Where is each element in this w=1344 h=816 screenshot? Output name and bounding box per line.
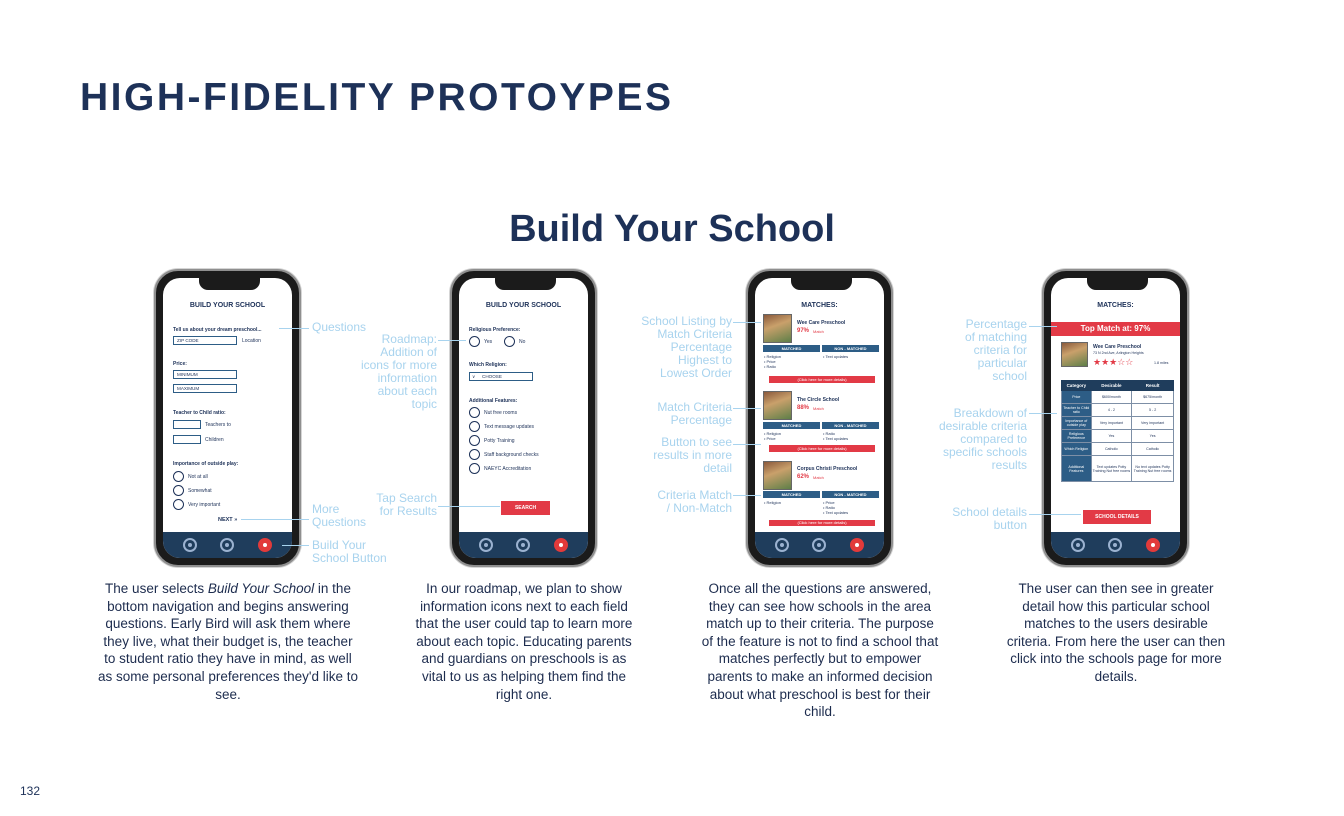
religious-label: Religious Preference: — [469, 327, 521, 333]
map-pin-icon[interactable] — [1071, 538, 1085, 552]
yes-label: Yes — [484, 339, 493, 345]
caption-4: The user can then see in greater detail how this particular school matches to the users desirable criteria. From here the user can then click into the schools page for more details. — [1006, 581, 1226, 684]
school-distance: 1.8 miles — [1154, 361, 1169, 365]
school-photo — [763, 314, 792, 343]
table-cell: $675/month — [1132, 391, 1174, 404]
rating-stars: ★★★☆☆ — [1093, 357, 1134, 367]
table-cell: 5 - 2 — [1132, 404, 1174, 417]
build-school-icon[interactable] — [1146, 538, 1160, 552]
annotation-tap-search: Tap Search for Results — [376, 491, 437, 518]
details-link[interactable]: (Click here for more details) — [769, 445, 875, 452]
nonmatched-item: • Ratio — [823, 505, 835, 510]
nonmatched-item: • Price — [823, 500, 835, 505]
annotation-match-criteria: Match Criteria Percentage — [657, 400, 732, 427]
radio-no[interactable] — [504, 336, 515, 347]
nonmatched-item: • Text updates — [823, 436, 849, 441]
matched-header: MATCHED — [763, 491, 820, 498]
annotation-build-button: Build Your School Button — [312, 538, 387, 565]
phone-notch — [1087, 278, 1148, 290]
annotation-line — [733, 322, 761, 323]
annotation-line — [438, 506, 500, 507]
phone-build-school-1 — [154, 269, 301, 567]
table-row — [1062, 443, 1174, 456]
matched-item: • Religion — [764, 431, 781, 436]
annotation-line — [1029, 326, 1057, 327]
next-button[interactable]: NEXT » — [218, 517, 238, 523]
nonmatched-item: • Text updates — [823, 354, 849, 359]
table-cell: $600/month — [1091, 391, 1132, 404]
table-cell: Catholic — [1132, 443, 1174, 456]
table-cell: Additional Features — [1062, 456, 1092, 482]
table-cell: Teacher to Child ratio — [1062, 404, 1092, 417]
phone-notch — [791, 278, 852, 290]
table-cell: 4 - 2 — [1091, 404, 1132, 417]
caption-text: The user selects — [105, 581, 208, 596]
max-price-input[interactable]: MAXIMUM — [173, 384, 237, 393]
checkbox-feature[interactable] — [469, 421, 480, 432]
checkbox-feature[interactable] — [469, 407, 480, 418]
dream-label: Tell us about your dream preschool... — [173, 327, 262, 333]
screen-title: MATCHES: — [1097, 302, 1134, 309]
price-label: Price: — [173, 361, 187, 367]
annotation-criteria-match: Criteria Match / Non-Match — [657, 488, 732, 515]
phone-build-school-2 — [450, 269, 597, 567]
table-header: Category — [1062, 381, 1092, 391]
annotation-questions: Questions — [312, 320, 367, 334]
table-header: Desirable — [1091, 381, 1132, 391]
feature-label: Text message updates — [484, 424, 535, 430]
annotation-line — [733, 444, 761, 445]
match-word: Match — [813, 406, 824, 411]
phone-notch — [199, 278, 260, 290]
annotation-line — [279, 328, 309, 329]
matched-header: MATCHED — [763, 345, 820, 352]
matched-item: • Religion — [764, 354, 781, 359]
checkbox-feature[interactable] — [469, 449, 480, 460]
feature-label: NAEYC Accreditation — [484, 466, 532, 472]
annotation-more-questions: More Questions — [312, 502, 367, 529]
radio-very-important[interactable] — [173, 499, 184, 510]
screen-title: BUILD YOUR SCHOOL — [189, 302, 266, 309]
caption-1 — [96, 580, 360, 703]
religion-select[interactable]: CHOOSE — [469, 372, 533, 381]
radio-not-at-all[interactable] — [173, 471, 184, 482]
table-cell: Catholic — [1091, 443, 1132, 456]
school-photo — [763, 391, 792, 420]
annotation-breakdown: Breakdown of desirable criteria compared to specific schools results — [938, 406, 1027, 472]
table-cell: Yes — [1091, 430, 1132, 443]
checkbox-feature[interactable] — [469, 435, 480, 446]
annotation-button-results: Button to see results in more detail — [653, 435, 732, 475]
table-row — [1062, 404, 1174, 417]
option-label: Very important — [188, 502, 221, 508]
ratio-label: Teacher to Child ratio: — [173, 410, 226, 416]
bottom-nav — [755, 532, 884, 558]
radio-somewhat[interactable] — [173, 485, 184, 496]
teachers-to-label: Teachers to — [205, 422, 231, 428]
table-cell: No text updates Potty Training Nut free rooms — [1132, 456, 1174, 482]
nonmatched-header: NON - MATCHED — [822, 422, 879, 429]
profile-icon[interactable] — [1108, 538, 1122, 552]
match-word: Match — [813, 475, 824, 480]
profile-icon[interactable] — [516, 538, 530, 552]
profile-icon[interactable] — [220, 538, 234, 552]
school-name: Wee Care Preschool — [797, 320, 846, 326]
annotation-roadmap: Roadmap: Addition of icons for more information about each topic — [360, 332, 437, 411]
option-label: Not at all — [188, 474, 208, 480]
school-photo — [1061, 342, 1088, 367]
table-row — [1062, 417, 1174, 430]
nonmatched-item: • Text updates — [823, 510, 849, 515]
caption-text: in the bottom navigation and begins answering questions. Early Bird will ask them where they live, what their budget is, the teacher to student ratio they have in mind, as well as some personal preferences they'd like to see. — [98, 581, 358, 702]
location-label: Location — [242, 338, 261, 344]
school-name: The Circle School — [797, 397, 840, 403]
match-percent: 62% — [797, 474, 810, 480]
table-cell: Importance of outside play — [1062, 417, 1092, 430]
chevron-down-icon: ∨ — [472, 374, 476, 379]
details-link[interactable]: (Click here for more details) — [769, 376, 875, 383]
school-name: Corpus Christi Preschool — [797, 466, 858, 472]
match-word: Match — [813, 329, 824, 334]
table-cell: Price — [1062, 391, 1092, 404]
table-cell: Religious Preference — [1062, 430, 1092, 443]
teachers-input[interactable] — [173, 420, 201, 429]
radio-yes[interactable] — [469, 336, 480, 347]
map-pin-icon[interactable] — [479, 538, 493, 552]
build-school-icon[interactable] — [850, 538, 864, 552]
bottom-nav — [1051, 532, 1180, 558]
map-pin-icon[interactable] — [775, 538, 789, 552]
annotation-school-listing: School Listing by Match Criteria Percentage Highest to Lowest Order — [641, 314, 732, 380]
school-address: 73 N 2nd Ave, Arlington Heights — [1093, 351, 1144, 355]
phone-match-detail — [1042, 269, 1189, 567]
caption-emphasis: Build Your School — [207, 581, 315, 596]
school-photo — [763, 461, 792, 490]
annotation-line — [733, 408, 761, 409]
top-match-banner: Top Match at: 97% — [1051, 322, 1180, 336]
feature-label: Potty Training — [484, 438, 515, 444]
table-cell: Very important — [1132, 417, 1174, 430]
criteria-table — [1061, 380, 1174, 482]
nonmatched-item: • Ratio — [823, 431, 835, 436]
table-row — [1062, 456, 1174, 482]
bottom-nav — [459, 532, 588, 558]
matched-item: • Religion — [764, 500, 781, 505]
matched-item: • Ratio — [764, 364, 776, 369]
matched-item: • Price — [764, 359, 776, 364]
children-label: Children — [205, 437, 224, 443]
table-cell: Which Religion — [1062, 443, 1092, 456]
build-school-icon[interactable] — [258, 538, 272, 552]
table-cell: Very important — [1091, 417, 1132, 430]
match-percent: 97% — [797, 328, 810, 334]
checkbox-feature[interactable] — [469, 463, 480, 474]
option-label: Somewhat — [188, 488, 212, 494]
min-price-input[interactable]: MINIMUM — [173, 370, 237, 379]
screen-title: MATCHES: — [801, 302, 838, 309]
annotation-line — [438, 340, 466, 341]
matched-header: MATCHED — [763, 422, 820, 429]
annotation-line — [1029, 413, 1057, 414]
match-percent: 88% — [797, 405, 810, 411]
phone-screen — [163, 278, 292, 558]
table-cell: Text updates Potty Training Nut free rooms — [1091, 456, 1132, 482]
map-pin-icon[interactable] — [183, 538, 197, 552]
feature-label: Staff background checks — [484, 452, 539, 458]
table-row — [1062, 391, 1174, 404]
children-input[interactable] — [173, 435, 201, 444]
annotation-line — [733, 495, 761, 496]
table-row — [1062, 430, 1174, 443]
table-cell: Yes — [1132, 430, 1174, 443]
profile-icon[interactable] — [812, 538, 826, 552]
nonmatched-header: NON - MATCHED — [822, 345, 879, 352]
phone-notch — [495, 278, 556, 290]
table-header: Result — [1132, 381, 1174, 391]
phone-screen — [755, 278, 884, 558]
nonmatched-header: NON - MATCHED — [822, 491, 879, 498]
build-school-icon[interactable] — [554, 538, 568, 552]
which-religion-label: Which Religion: — [469, 362, 507, 368]
annotation-percentage: Percentage of matching criteria for particular school — [964, 317, 1027, 383]
features-label: Additional Features: — [469, 398, 518, 404]
phone-screen — [1051, 278, 1180, 558]
details-link[interactable]: (Click here for more details) — [769, 520, 875, 526]
bottom-nav — [163, 532, 292, 558]
caption-2: In our roadmap, we plan to show information icons next to each field that the user could tap to learn more about each topic. Educating parents and guardians on preschools is as vital to us as helping them find the right one. — [415, 581, 633, 702]
play-label: Importance of outside play: — [173, 461, 239, 467]
page-title: HIGH-FIDELITY PROTOYPES — [80, 76, 674, 119]
annotation-line — [241, 519, 309, 520]
section-title: Build Your School — [509, 208, 835, 250]
school-name: Wee Care Preschool — [1093, 344, 1142, 350]
annotation-line — [1029, 514, 1081, 515]
phone-screen — [459, 278, 588, 558]
school-details-button[interactable]: SCHOOL DETAILS — [1083, 510, 1151, 524]
screen-title: BUILD YOUR SCHOOL — [485, 302, 562, 309]
annotation-line — [282, 545, 309, 546]
zip-input[interactable]: ZIP CODE — [173, 336, 237, 345]
search-button[interactable]: SEARCH — [501, 501, 550, 515]
phone-matches — [746, 269, 893, 567]
matched-item: • Price — [764, 436, 776, 441]
annotation-details-button: School details button — [952, 505, 1027, 532]
feature-label: Nut free rooms — [484, 410, 518, 416]
no-label: No — [519, 339, 526, 345]
caption-3: Once all the questions are answered, they can see how schools in the area match up to their criteria. The purpose of the feature is not to find a school that matches perfectly but to empower parents to make an informed decision about what preschool is best for their child. — [701, 581, 939, 720]
page-number: 132 — [20, 784, 41, 798]
